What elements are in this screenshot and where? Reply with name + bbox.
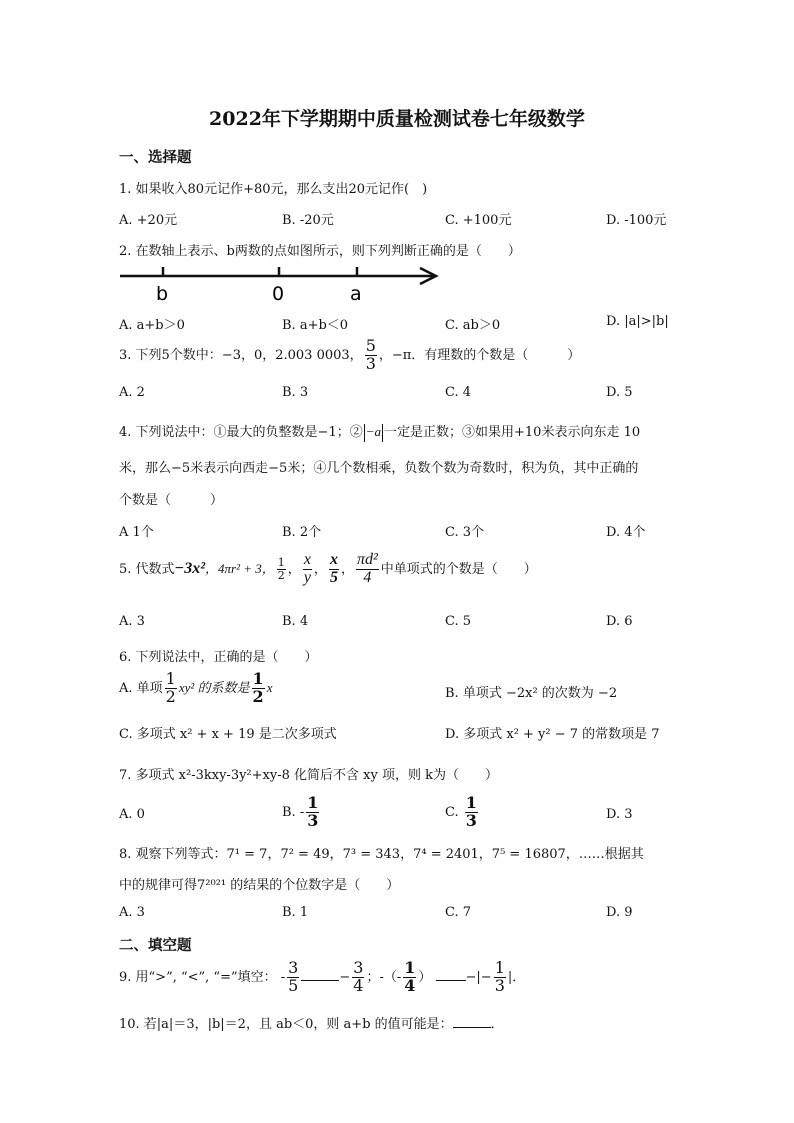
question-2: 2. 在数轴上表示、b两数的点如图所示，则下列判断正确的是（ ） [119,244,521,259]
q5-f1-den: 2 [277,568,285,582]
number-line-diagram [118,260,448,306]
q7-c-frac [465,795,478,830]
question-8-line-2: 中的规律可得7²⁰²¹ 的结果的个位数字是（ ） [119,878,400,893]
abs-bar-left [364,424,365,442]
q7-c-prefix: C. [445,804,459,820]
q3-fraction [365,338,377,373]
question-4-line-1 [119,421,640,442]
q7-option-d: D. 3 [606,807,633,822]
q3-option-a: A. 2 [119,385,145,400]
q9-frac-3 [403,960,416,995]
q7-option-b [282,795,321,830]
q1-option-b: B. -20元 [282,213,334,228]
q9-f2-num: 3 [353,958,364,977]
q1-option-c: C. +100元 [445,213,512,228]
q5-option-a: A. 3 [119,614,145,629]
q5-option-d: D. 6 [606,614,633,629]
q5-f4-den: 4 [363,568,372,586]
q6-a-f2-num: 1 [252,669,264,688]
q3-prefix: 3. 下列5个数中：−3，0，2.003 0003， [119,347,363,363]
q7-c-den: 3 [465,810,477,830]
q1-option-d: D. -100元 [606,213,667,228]
q4-text-a: 4. 下列说法中：①最大的负整数是 [119,425,318,440]
q5-f2-den: y [303,568,311,586]
q4-option-c: C. 3个 [445,525,485,540]
q9-blank-1[interactable] [301,970,339,981]
q9-mid-3: ） [418,969,432,985]
q6-a-mid: xy² 的系数是 [178,679,250,695]
q6-option-c: C. 多项式 x² + x + 19 是二次多项式 [119,727,337,742]
section-heading-fill: 二、填空题 [119,937,192,954]
q9-f4-den: 3 [494,975,505,995]
question-4-line-2: 米，那么−5米表示向西走−5米；④几个数相乘，负数个数为奇数时，积为负，其中正确的 [119,461,639,476]
q5-frac-1 [277,557,286,581]
q5-option-c: C. 5 [445,614,472,629]
q9-mid-4: −|− [465,969,492,985]
q9-f3-num: 1 [404,958,416,977]
q6-a-end: x [266,679,273,695]
question-8-line-1: 8. 观察下列等式：7¹ = 7，7² = 49，7³ = 343，7⁴ = 2401，7⁵ = 16807，……根据其 [119,847,644,862]
q5-term-2: ，4πr² + 3， [205,560,275,576]
q6-a-f2-den: 2 [252,686,264,706]
q4-text-b: −1 [317,425,337,440]
q9-mid-2: ；-（- [366,969,402,985]
q3-frac-den: 3 [365,353,376,373]
section-heading-choice: 一、选择题 [119,149,192,166]
q6-a-f1-num: 1 [165,669,176,688]
abs-bar-right [382,424,383,442]
q9-frac-2 [352,960,364,995]
q9-f1-den: 5 [288,975,299,995]
q10-text: 10. 若|a|＝3，|b|＝2，且 ab＜0，则 a+b 的值可能是： [119,1017,453,1032]
q6-option-b: B. 单项式 −2x² 的次数为 −2 [445,686,618,701]
q8-option-d: D. 9 [606,905,633,920]
q9-frac-4 [494,960,506,995]
q9-mid-1: − [339,969,351,985]
q6-option-a [119,671,272,706]
q5-f3-num: x [329,551,338,568]
q6-a-prefix: A. 单项 [119,680,163,696]
q5-frac-3 [329,552,339,587]
question-4-line-3: 个数是（ ） [119,493,224,508]
q4-option-b: B. 2个 [282,525,322,540]
q3-suffix: ，−π．有理数的个数是（ ） [378,347,581,363]
q2-option-d: D. |a|>|b| [606,314,669,329]
q7-b-frac [306,795,319,830]
q5-option-b: B. 4 [282,614,309,629]
q8-option-a: A. 3 [119,905,145,920]
q3-option-c: C. 4 [445,385,472,400]
q5-f2-num: x [303,551,311,568]
q5-suffix: 中单项式的个数是（ ） [380,561,537,577]
q6-a-frac-2 [252,671,265,706]
question-5: 5. 代数式−3x²，4πr² + 3， $\frac{1}{2}$ ， $\frac{x}{y}$ ， $\frac{x}{5}$ ， $\frac{\text{πd²}}{4}$ 中单项式的个数是（ ） [119,551,537,586]
question-3 [119,338,580,373]
q4-text-d: −a [365,424,382,439]
axis-label-0: 0 [272,283,285,305]
q9-f4-num: 1 [494,958,505,977]
q1-option-a: A. +20元 [119,213,178,228]
axis-label-a: a [350,283,362,305]
q6-a-f1-den: 2 [165,686,176,706]
q3-option-d: D. 5 [606,385,633,400]
q5-f3-den: 5 [329,568,338,586]
q2-option-b: B. a+b＜0 [282,318,349,333]
q10-blank[interactable] [453,1017,491,1028]
q5-f1-num: 1 [277,556,285,570]
q10-end: ． [490,1017,504,1032]
q5-term-1: −3x² [174,559,206,577]
axis-label-b: b [156,283,169,305]
q7-option-a: A. 0 [119,807,145,822]
q6-option-d: D. 多项式 x² + y² − 7 的常数项是 7 [445,727,660,742]
q9-blank-2[interactable] [436,970,466,981]
q4-option-a: A 1个 [119,525,154,540]
question-9 [119,960,525,995]
question-7: 7. 多项式 x²-3kxy-3y²+xy-8 化简后不含 xy 项，则 k为（ ） [119,768,498,783]
q2-option-a: A. a+b＞0 [119,318,185,333]
q9-prefix: 9. 用“>”, “<”, “=”填空： - [119,969,286,985]
q5-frac-4 [356,552,379,587]
q4-option-d: D. 4个 [606,525,646,540]
q7-b-den: 3 [307,810,319,830]
q5-prefix: 5. 代数式 [119,561,175,577]
q8-option-c: C. 7 [445,905,472,920]
question-1: 1. 如果收入80元记作+80元，那么支出20元记作( ) [119,182,428,197]
q9-end: |． [507,969,526,985]
q2-option-c: C. ab＞0 [445,318,501,333]
q7-b-num: 1 [307,793,319,812]
q4-text-c: ；② [336,425,363,440]
q3-option-b: B. 3 [282,385,309,400]
question-10 [119,1013,504,1032]
q5-f4-num: πd² [356,551,378,568]
q9-f1-num: 3 [288,958,299,977]
q4-text-e: 一定是正数；③如果用+10米表示向东走 10 [384,425,641,440]
q9-f3-den: 4 [404,975,416,995]
question-6: 6. 下列说法中，正确的是（ ） [119,650,318,665]
q9-f2-den: 4 [353,975,364,995]
q5-frac-2 [303,552,312,587]
q6-a-frac-1 [165,671,177,706]
q9-frac-1 [287,960,299,995]
q7-b-prefix: B. - [282,804,305,820]
q7-option-c [445,795,480,830]
q3-frac-num: 5 [365,336,376,355]
q7-c-num: 1 [465,793,477,812]
page-title: 2022年下学期期中质量检测试卷七年级数学 [209,108,585,130]
q8-option-b: B. 1 [282,905,309,920]
